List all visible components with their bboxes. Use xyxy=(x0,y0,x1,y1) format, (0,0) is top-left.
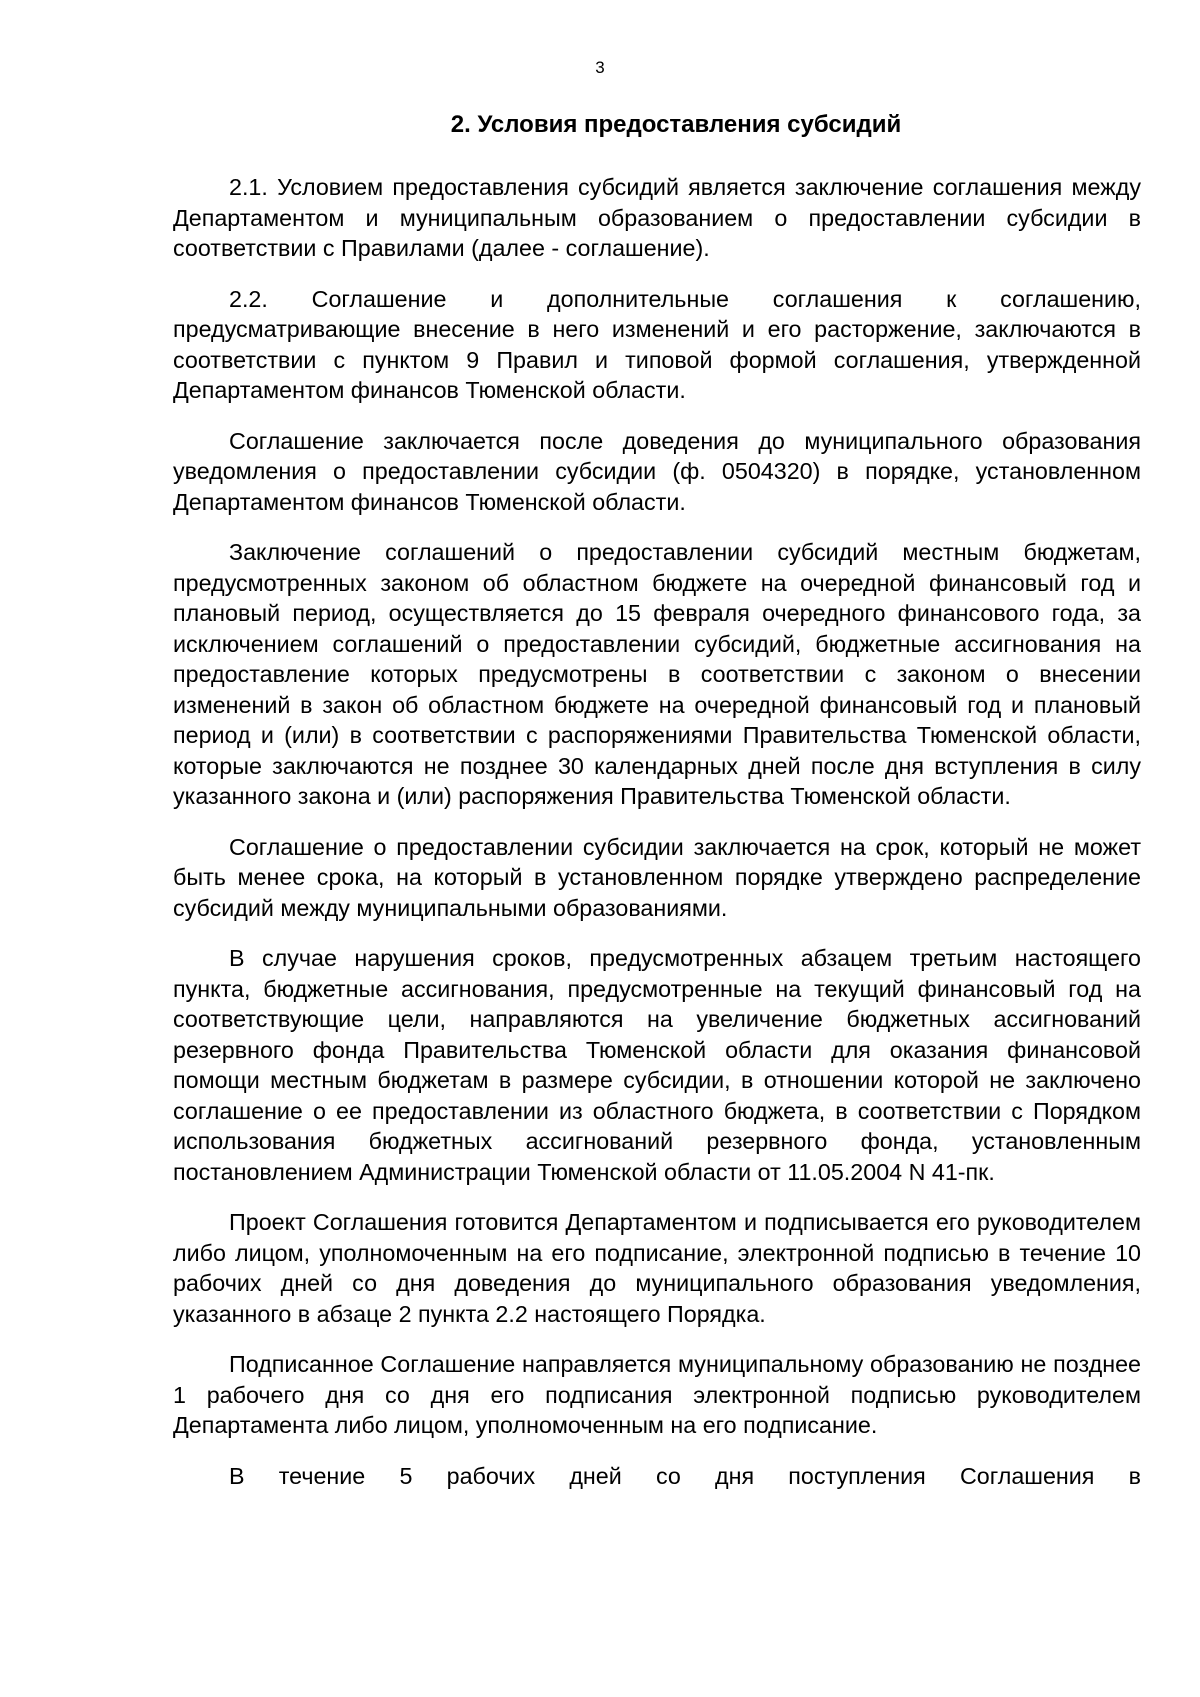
paragraph-deadline-violation: В случае нарушения сроков, предусмотренных абзацем третьим настоящего пункта, бюджетные ассигнования, предусмотренные на текущий финансовый год на соответствующие цели, направляются на увеличение бюджетных ассигнований резервного фонда Правительства Тюменской области для оказания финансовой помощи местным бюджетам в размере субсидии, в отношении которой не заключено соглашение о ее предоставлении из областного бюджета, в соответствии с Порядком использования бюджетных ассигнований резервного фонда, установленным постановлением Администрации Тюменской области от 11.05.2004 N 41-пк. xyxy=(173,945,1141,1185)
paragraph-draft-agreement: Проект Соглашения готовится Департаментом и подписывается его руководителем либо лицом, уполномоченным на его подписание, электронной подписью в течение 10 рабочих дней со дня доведения до муниципального образования уведомления, указанного в абзаце 2 пункта 2.2 настоящего Порядка. xyxy=(173,1209,1141,1327)
paragraph-agreement-conclusion: Соглашение заключается после доведения до муниципального образования уведомления о предоставлении субсидии (ф. 0504320) в порядке, установленном Департаментом финансов Тюменской области. xyxy=(173,427,1141,515)
paragraph-agreement-term: Соглашение о предоставлении субсидии заключается на срок, который не может быть менее срока, на который в установленном порядке утверждено распределение субсидий между муниципальными образованиями. xyxy=(173,833,1141,921)
paragraph-agreement-deadline: Заключение соглашений о предоставлении субсидий местным бюджетам, предусмотренных законом об областном бюджете на очередной финансовый год и плановый период, осуществляется до 15 февраля очередного финансового года, за исключением соглашений о предоставлении субсидий, бюджетные ассигнования на предоставление которых предусмотрены в соответствии с законом о внесении изменений в закон об областном бюджете на очередной финансовый год и плановый период и (или) в соответствии с распоряжениями Правительства Тюменской области, которые заключаются не позднее 30 календарных дней после дня вступления в силу указанного закона и (или) распоряжения Правительства Тюменской области. xyxy=(173,539,1141,809)
paragraph-2-1: 2.1. Условием предоставления субсидий является заключение соглашения между Департаментом и муниципальным образованием о предоставлении субсидии в соответствии с Правилами (далее - соглашение). xyxy=(173,174,1141,261)
section-heading: 2. Условия предоставления субсидий xyxy=(450,111,902,138)
paragraph-2-2: 2.2. Соглашение и дополнительные соглашения к соглашению, предусматривающие внесение в него изменений и его расторжение, заключаются в соответствии с пунктом 9 Правил и типовой формой соглашения, утвержденной Департаментом финансов Тюменской области. xyxy=(173,285,1141,403)
document-body xyxy=(173,172,1141,1511)
page-number: 3 xyxy=(595,58,605,77)
paragraph-signed-agreement: Подписанное Соглашение направляется муниципальному образованию не позднее 1 рабочего дня со дня его подписания электронной подписью руководителем Департамента либо лицом, уполномоченным на его подписание. xyxy=(173,1351,1141,1438)
paragraph-continued: В течение 5 рабочих дней со дня поступления Соглашения в xyxy=(229,1462,1141,1489)
